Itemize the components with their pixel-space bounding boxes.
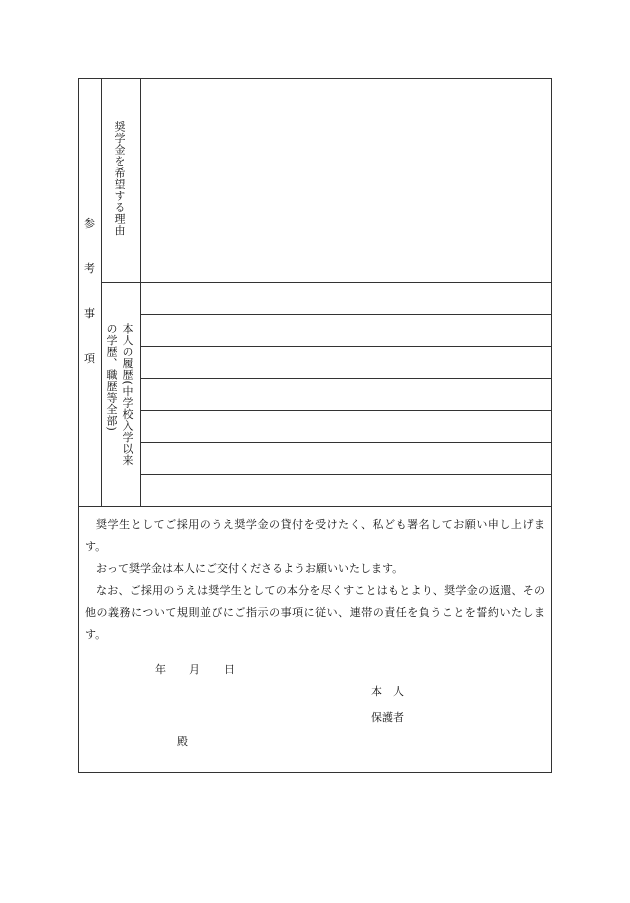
section-divider xyxy=(79,506,552,507)
history-entry-row[interactable] xyxy=(141,283,551,314)
pledge-paragraph-2: おって奨学金は本人にご交付くださるようお願いいたします。 xyxy=(96,562,404,575)
history-entry-row[interactable] xyxy=(141,347,551,378)
left-label-char: 参 xyxy=(84,217,95,230)
history-entry-row[interactable] xyxy=(141,475,551,506)
pledge-paragraph-1: 奨学生としてご採用のうえ奨学金の貸付を受けたく、私ども署名してお願い申し上げます。 xyxy=(85,518,545,553)
date-year: 年 xyxy=(155,663,166,676)
history-entry-row[interactable] xyxy=(141,315,551,346)
history-label-line2: の学歴、職歴等全部) xyxy=(105,323,118,432)
history-entry-row[interactable] xyxy=(141,443,551,474)
guardian-label: 保護者 xyxy=(371,711,404,724)
left-label-char: 考 xyxy=(84,262,95,275)
date-day: 日 xyxy=(224,663,235,676)
history-entry-row[interactable] xyxy=(141,379,551,410)
addressee-suffix: 殿 xyxy=(177,735,188,748)
history-label-line1: 本人の履歴(中学校入学以来 xyxy=(121,323,134,466)
reason-label: 奨学金を希望する理由 xyxy=(113,121,126,236)
left-label-char: 項 xyxy=(84,352,95,365)
date-month: 月 xyxy=(189,663,200,676)
application-form xyxy=(78,78,552,773)
column-divider-1 xyxy=(101,79,102,507)
student-label: 本 人 xyxy=(371,685,404,698)
reason-input-area[interactable] xyxy=(141,80,551,281)
left-label-char: 事 xyxy=(84,307,95,320)
pledge-paragraph-3: なお、ご採用のうえは奨学生としての本分を尽くすことはもとより、奨学金の返還、その他の義務について規則並びにご指示の事項に従い、連帯の責任を負うことを誓約いたします。 xyxy=(85,584,545,641)
history-entry-row[interactable] xyxy=(141,411,551,442)
